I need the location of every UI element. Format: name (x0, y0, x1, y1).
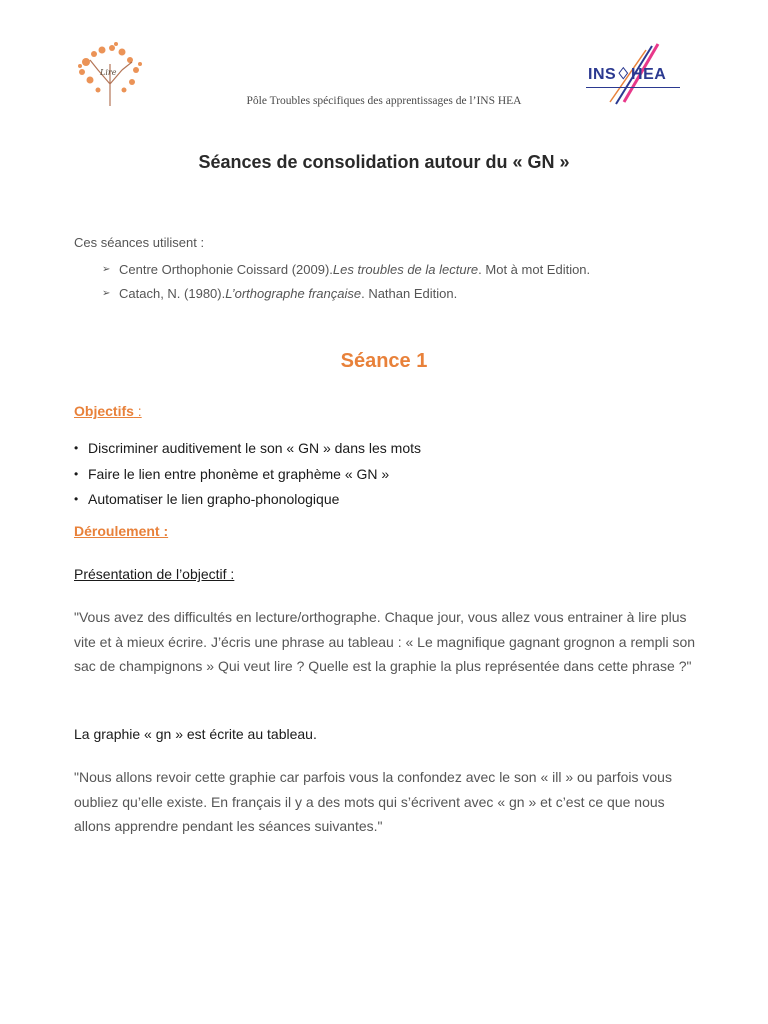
paragraph-explanation: "Nous allons revoir cette graphie car parfois vous la confondez avec le son « ill » ou parfois vous oubliez qu’elle existe. En français il y a des mots qui s’écrivent avec « gn » et c’est ce que nous allons apprendre pendant les séances suivantes." (74, 769, 672, 835)
paragraph-board-note: La graphie « gn » est écrite au tableau. (74, 726, 317, 742)
reference-before: Catach, N. (1980). (119, 286, 226, 301)
list-item (74, 487, 421, 513)
reference-title: L’orthographe française (225, 286, 362, 301)
objectives-list (74, 436, 421, 513)
arrow-bullet-icon: ➢ (102, 288, 111, 299)
list-item (74, 462, 421, 488)
reference-after: . Nathan Edition. (361, 286, 458, 301)
reference-list (102, 258, 590, 306)
logo-lire-text: Lire (100, 68, 117, 77)
reference-after: . Mot à mot Edition. (478, 262, 591, 277)
objective-text: Discriminer auditivement le son « GN » dans les mots (88, 440, 422, 456)
arrow-bullet-icon: ➢ (102, 264, 111, 275)
list-item (74, 436, 421, 462)
ins-hea-text: INS♢HEA (588, 66, 667, 83)
bullet-icon: • (74, 441, 79, 455)
reference-title: Les troubles de la lecture (332, 262, 479, 277)
reference-item (102, 282, 590, 306)
objective-text: Faire le lien entre phonème et graphème « GN » (88, 465, 390, 482)
bullet-icon: • (74, 466, 79, 481)
deroulement-heading: Déroulement : (74, 523, 169, 539)
presentation-heading: Présentation de l’objectif : (74, 566, 235, 582)
header-note: Pôle Troubles spécifiques des apprentissages de l’INS HEA (246, 95, 522, 107)
intro-text: Ces séances utilisent : (74, 235, 205, 250)
bullet-icon: • (74, 492, 79, 506)
objectifs-colon: : (133, 403, 142, 419)
logo-underline (586, 87, 680, 88)
reference-item (102, 258, 590, 282)
objectifs-label: Objectifs (74, 403, 134, 419)
objectifs-heading (74, 403, 142, 419)
page-title: Séances de consolidation autour du « GN » (198, 152, 570, 172)
paragraph-instructions: "Vous avez des difficultés en lecture/orthographe. Chaque jour, vous allez vous entrainer à lire plus vite et à mieux écrire. J’écris une phrase au tableau : « Le magnifique gagnant grognon a rempli son sac de champignons » Qui veut lire ? Quelle est la graphie la plus représentée dans cette phrase ?" (74, 609, 696, 675)
seance-title: Séance 1 (340, 350, 428, 372)
reference-before: Centre Orthophonie Coissard (2009). (119, 262, 333, 277)
objective-text: Automatiser le lien grapho-phonologique (88, 491, 340, 507)
